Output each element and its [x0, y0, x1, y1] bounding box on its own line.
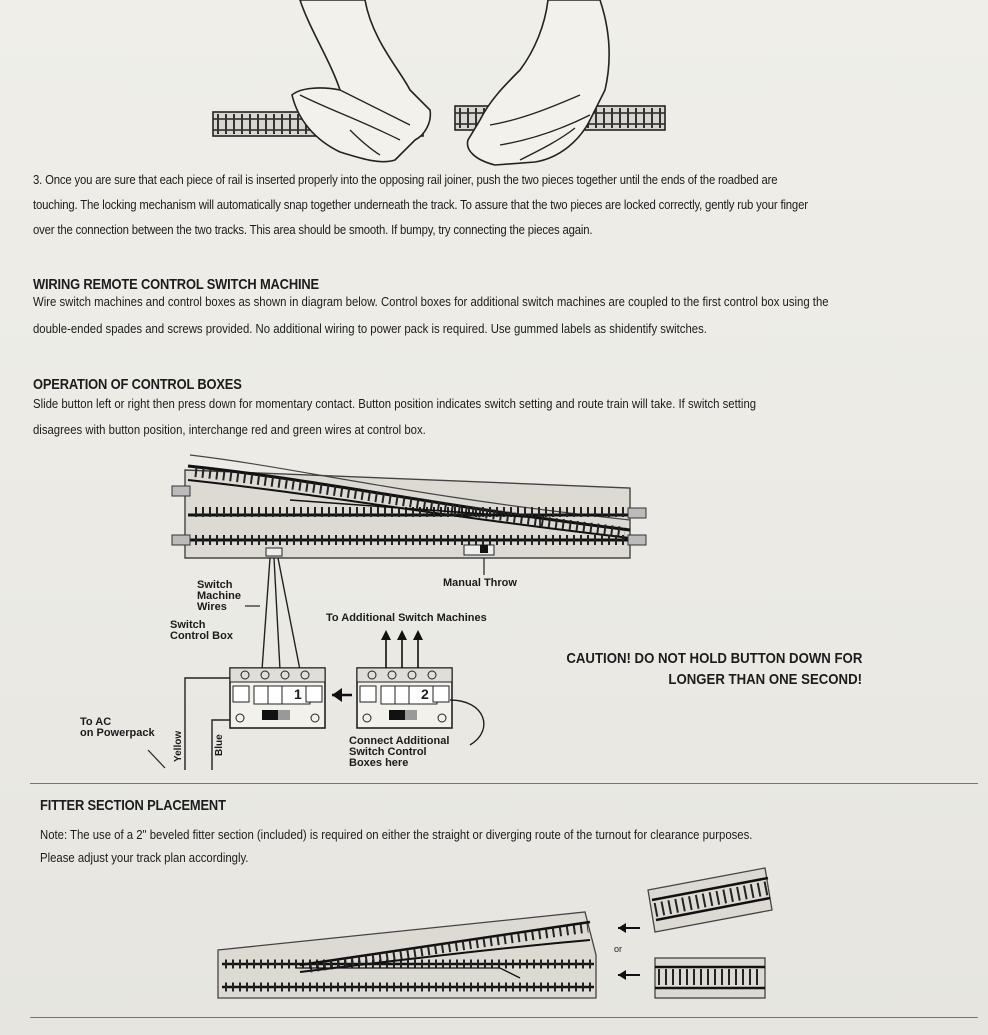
manual-throw-label: Manual Throw: [443, 577, 517, 589]
yellow-wire-label: Yellow: [173, 730, 184, 762]
blue-wire-label: Blue: [214, 734, 225, 756]
control-box-2-number: 2: [421, 686, 429, 702]
connect-additional-boxes-label: Connect Additional Switch Control Boxes here: [349, 735, 450, 769]
step3-line1: 3. Once you are sure that each piece of rail is inserted properly into the opposing rail joiner, push the two pieces together until the ends of the roadbed are: [33, 172, 778, 187]
to-additional-switch-machines-label: To Additional Switch Machines: [326, 612, 487, 624]
operation-line2: disagrees with button position, interchange red and green wires at control box.: [33, 422, 426, 437]
caution-line1: CAUTION! DO NOT HOLD BUTTON DOWN FOR: [566, 650, 862, 667]
to-ac-powerpack-label: To AC on Powerpack: [80, 716, 155, 739]
control-box-1-number: 1: [294, 686, 302, 702]
bottom-divider: [30, 1017, 978, 1018]
fitter-line2: Please adjust your track plan accordingly.: [40, 850, 249, 865]
switch-machine-wires-label: Switch Machine Wires: [197, 579, 242, 613]
step3-line3: over the connection between the two tracks. This area should be smooth. If bumpy, try connecting the pieces again.: [33, 222, 593, 237]
or-label: or: [614, 944, 623, 954]
switch-control-box-label: Switch Control Box: [170, 619, 233, 642]
fitter-line1: Note: The use of a 2" beveled fitter section (included) is required on either the straight or diverging route of the turnout for clearance purposes.: [40, 827, 753, 842]
step3-line2: touching. The locking mechanism will automatically snap together underneath the track. To assure that the two pieces are locked correctly, gently rub your finger: [33, 197, 808, 212]
operation-heading: OPERATION OF CONTROL BOXES: [33, 376, 242, 393]
operation-line1: Slide button left or right then press down for momentary contact. Button position indicates switch setting and route train will take. If switch setting: [33, 396, 757, 411]
wiring-line2: double-ended spades and screws provided. No additional wiring to power pack is required. Use gummed labels as shidentify switches.: [33, 321, 707, 336]
fitter-heading: FITTER SECTION PLACEMENT: [40, 797, 226, 814]
wiring-heading: WIRING REMOTE CONTROL SWITCH MACHINE: [33, 276, 319, 293]
wiring-line1: Wire switch machines and control boxes as shown in diagram below. Control boxes for additional switch machines are coupled to the first control box using the: [33, 294, 829, 309]
caution-line2: LONGER THAN ONE SECOND!: [668, 671, 862, 688]
